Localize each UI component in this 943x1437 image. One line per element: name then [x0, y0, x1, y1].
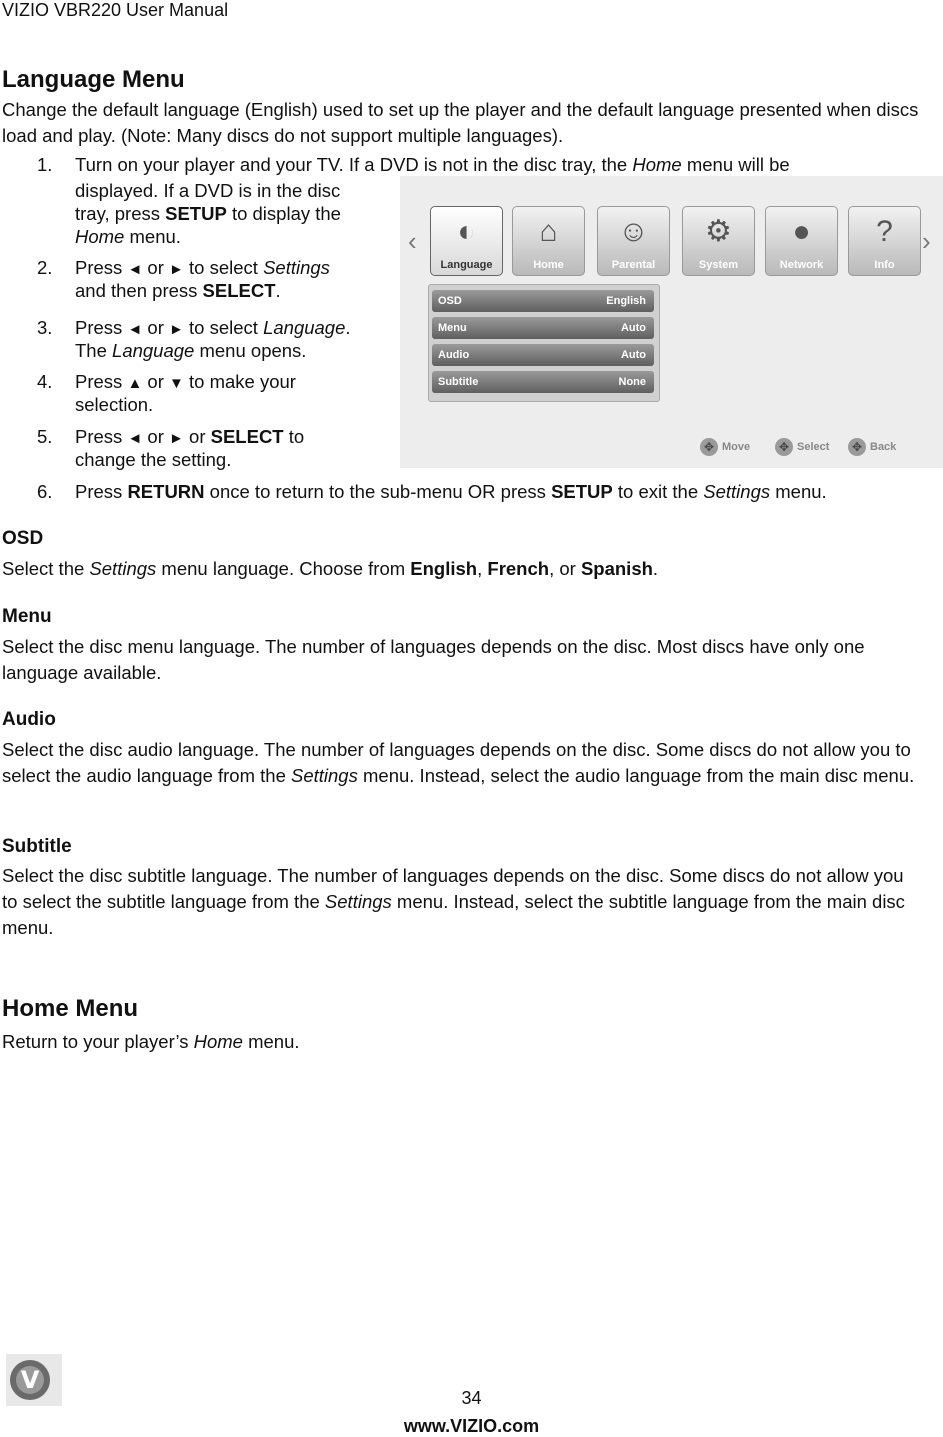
question-icon: ? [876, 215, 893, 248]
section-title-home-menu: Home Menu [2, 995, 139, 1022]
step-number: 1. [37, 154, 53, 175]
page-number: 34 [461, 1388, 482, 1408]
submenu-row-subtitle: Subtitle None [432, 371, 654, 393]
hint-move: ✥ Move [700, 438, 750, 456]
tile-info: ? Info [848, 206, 921, 276]
section-title-audio: Audio [2, 709, 56, 730]
section-title-subtitle: Subtitle [2, 836, 72, 857]
step-number: 5. [37, 426, 53, 447]
step-1-line: Home menu. [75, 226, 181, 247]
dpad-icon: ✥ [848, 438, 866, 456]
tile-home: ⌂ Home [512, 206, 585, 276]
down-arrow-icon: ▼ [169, 375, 184, 392]
up-arrow-icon: ▲ [127, 375, 143, 392]
settings-menu-screenshot [400, 176, 943, 468]
home-icon: ⌂ [539, 215, 558, 248]
right-arrow-icon: ► [169, 261, 184, 278]
section-title-osd: OSD [2, 528, 44, 549]
dpad-icon: ✥ [700, 438, 718, 456]
submenu-row-audio: Audio Auto [432, 344, 654, 366]
hint-back: ✥ Back [848, 438, 896, 456]
language-submenu [428, 284, 660, 402]
hint-select: ✥ Select [775, 438, 829, 456]
chevron-right-icon: › [922, 226, 931, 256]
globe-icon: ◐ [457, 215, 476, 248]
step-number: 2. [37, 257, 53, 278]
left-arrow-icon: ◄ [127, 321, 143, 338]
step-number: 3. [37, 317, 53, 338]
submenu-row-osd: OSD English [432, 290, 654, 312]
right-arrow-icon: ► [169, 430, 184, 447]
globe-network-icon: ● [792, 215, 811, 248]
osd-text: Select the Settings menu language. Choose from English, French, or Spanish. [2, 558, 659, 579]
audio-text: Select the disc audio language. The number of languages depends on the disc. Some discs do not allow you to select the audio language from the Settings menu. Instead, select the audio language from the main disc menu. [2, 739, 915, 786]
footer-url: www.VIZIO.com [403, 1416, 540, 1436]
people-icon: ☺ [618, 215, 649, 248]
step-number: 6. [37, 481, 53, 502]
step-3-line: Press ◄ or ► to select Language. [75, 317, 351, 338]
left-arrow-icon: ◄ [127, 430, 143, 447]
step-2-line: and then press SELECT. [75, 280, 281, 301]
gear-icon: ⚙ [705, 215, 732, 248]
tile-parental: ☺ Parental [597, 206, 670, 276]
menu-text: Select the disc menu language. The number of languages depends on the disc. Most discs have only one language available. [2, 636, 865, 683]
step-2-line: Press ◄ or ► to select Settings [75, 257, 330, 278]
running-header: VIZIO VBR220 User Manual [2, 0, 229, 20]
step-5-line: Press ◄ or ► or SELECT to [75, 426, 305, 447]
language-menu-intro: Change the default language (English) used to set up the player and the default language presented when discs load and play. (Note: Many discs do not support multiple languages). [2, 99, 919, 146]
submenu-row-menu: Menu Auto [432, 317, 654, 339]
step-4-line: Press ▲ or ▼ to make your [75, 371, 296, 392]
logo-letter: V [20, 1366, 40, 1394]
home-menu-text: Return to your player’s Home menu. [2, 1031, 300, 1052]
step-1-line: tray, press SETUP to display the [75, 203, 341, 224]
tile-system: ⚙ System [682, 206, 755, 276]
step-4-line: selection. [75, 394, 154, 415]
step-1-line: displayed. If a DVD is in the disc [75, 180, 341, 201]
tile-language: ◐ Language [430, 206, 503, 276]
left-arrow-icon: ◄ [127, 261, 143, 278]
step-5-line: change the setting. [75, 449, 232, 470]
step-3-line: The Language menu opens. [75, 340, 307, 361]
step-number: 4. [37, 371, 53, 392]
section-title-language-menu: Language Menu [2, 66, 185, 93]
step-6-line: Press RETURN once to return to the sub-menu OR press SETUP to exit the Settings menu. [75, 481, 827, 502]
right-arrow-icon: ► [169, 321, 184, 338]
chevron-left-icon: ‹ [408, 226, 417, 256]
tile-network: ● Network [765, 206, 838, 276]
section-title-menu: Menu [2, 606, 52, 627]
step-1-line: Turn on your player and your TV. If a DVD is not in the disc tray, the Home menu will be [75, 154, 790, 175]
subtitle-text: Select the disc subtitle language. The number of languages depends on the disc. Some discs do not allow you to select the subtitle language from the Settings menu. Instead, select the subtitle language from the main disc menu. [2, 865, 905, 938]
dpad-icon: ✥ [775, 438, 793, 456]
